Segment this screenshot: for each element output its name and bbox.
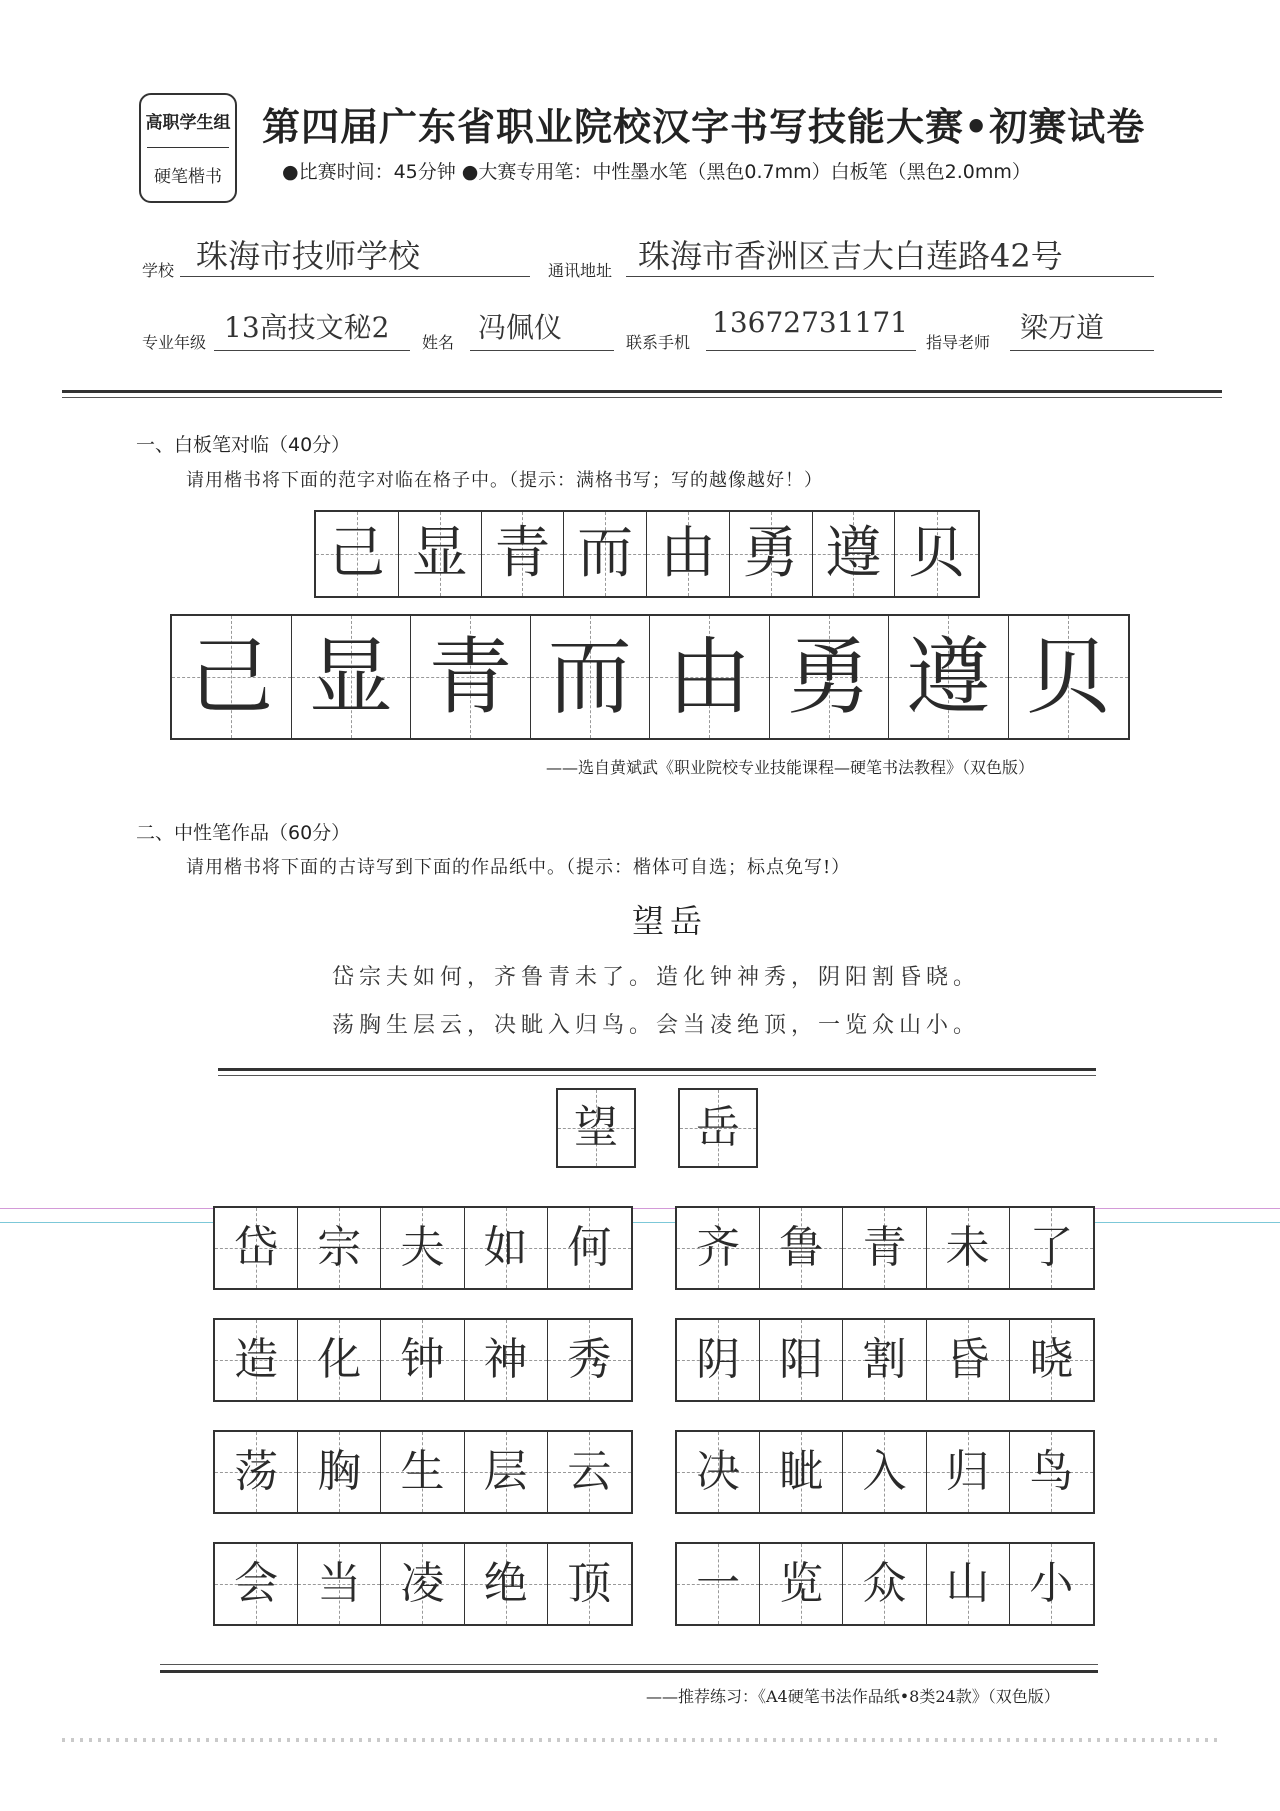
section1-credit: ——选自黄斌武《职业院校专业技能课程—硬笔书法教程》（双色版） — [546, 758, 1035, 777]
model-character-grid — [314, 510, 980, 598]
grid-cell — [843, 1208, 926, 1288]
poem-row-2-right — [675, 1318, 1095, 1402]
grid-cell — [770, 616, 890, 738]
major-label: 专业年级 — [142, 333, 207, 352]
grid-char: 绝 — [483, 1558, 528, 1609]
grid-cell — [813, 512, 896, 596]
grid-char: 显 — [308, 628, 393, 726]
exam-title: 第四届广东省职业院校汉字书写技能大赛•初赛试卷 — [262, 105, 1146, 149]
grid-char: 化 — [317, 1334, 362, 1385]
title-cell — [680, 1090, 756, 1166]
work-paper-top-rule-thin — [218, 1075, 1096, 1076]
grid-cell — [548, 1320, 631, 1400]
grid-cell — [548, 1432, 631, 1512]
section2-heading: 二、中性笔作品（60分） — [136, 822, 351, 844]
grid-cell — [843, 1432, 926, 1512]
grid-char: 贝 — [908, 521, 965, 586]
grid-char: 览 — [779, 1558, 824, 1609]
grid-cell — [843, 1320, 926, 1400]
name-label: 姓名 — [422, 333, 455, 352]
poem-row-2-left — [213, 1318, 633, 1402]
school-label: 学校 — [142, 261, 175, 280]
grid-char: 何 — [567, 1222, 612, 1273]
grid-cell — [292, 616, 412, 738]
grid-cell — [677, 1544, 760, 1624]
name-value: 冯佩仪 — [478, 311, 563, 344]
major-underline — [214, 350, 410, 351]
title-box-1 — [556, 1088, 636, 1168]
grid-cell — [548, 1208, 631, 1288]
footer-note: ——推荐练习：《A4硬笔书法作品纸•8类24款》（双色版） — [646, 1687, 1060, 1706]
grid-cell — [465, 1320, 548, 1400]
poem-title: 望岳 — [632, 902, 709, 940]
grid-char: 青 — [494, 521, 551, 586]
grid-cell — [1010, 1432, 1093, 1512]
grid-char: 一 — [696, 1558, 741, 1609]
grid-cell — [381, 1208, 464, 1288]
teacher-label: 指导老师 — [926, 333, 991, 352]
grid-cell — [298, 1208, 381, 1288]
title-char: 望 — [574, 1102, 618, 1153]
grid-char: 显 — [411, 521, 468, 586]
grid-cell — [215, 1544, 298, 1624]
grid-char: 夫 — [400, 1222, 445, 1273]
grid-cell — [465, 1432, 548, 1512]
work-paper-top-rule — [218, 1068, 1096, 1071]
grid-char: 贝 — [1026, 628, 1111, 726]
grid-cell — [482, 512, 565, 596]
poem-row-3-left — [213, 1430, 633, 1514]
grid-char: 遵 — [825, 521, 882, 586]
grid-cell — [465, 1544, 548, 1624]
poem-row-3-right — [675, 1430, 1095, 1514]
grid-cell — [927, 1208, 1010, 1288]
grid-cell — [465, 1208, 548, 1288]
grid-cell — [927, 1544, 1010, 1624]
grid-char: 云 — [567, 1446, 612, 1497]
grid-cell — [381, 1544, 464, 1624]
grid-char: 勇 — [742, 521, 799, 586]
grid-cell — [381, 1432, 464, 1512]
grid-char: 岱 — [234, 1222, 279, 1273]
grid-cell — [760, 1544, 843, 1624]
phone-label: 联系手机 — [626, 333, 691, 352]
address-label: 通讯地址 — [548, 261, 613, 280]
poem-line-1: 岱宗夫如何，齐鲁青未了。造化钟神秀，阴阳割昏晓。 — [332, 965, 981, 990]
poem-row-4-right — [675, 1542, 1095, 1626]
section1-instruction: 请用楷书将下面的范字对临在格子中。（提示：满格书写；写的越像越好！） — [186, 470, 823, 491]
scan-noise-strip — [62, 1738, 1220, 1742]
grid-cell — [677, 1320, 760, 1400]
grid-char: 了 — [1029, 1222, 1074, 1273]
grid-cell — [927, 1320, 1010, 1400]
grid-cell — [1010, 1208, 1093, 1288]
grid-char: 山 — [945, 1558, 990, 1609]
practice-character-grid — [170, 614, 1130, 740]
grid-cell — [927, 1432, 1010, 1512]
grid-char: 决 — [696, 1446, 741, 1497]
work-paper-bottom-rule — [160, 1670, 1098, 1673]
grid-cell — [889, 616, 1009, 738]
title-cell — [558, 1090, 634, 1166]
grid-char: 荡 — [234, 1446, 279, 1497]
poem-line-2: 荡胸生层云，决眦入归鸟。会当凌绝顶，一览众山小。 — [332, 1013, 981, 1038]
address-value: 珠海市香洲区吉大白莲路42号 — [638, 237, 1063, 275]
grid-cell — [677, 1432, 760, 1512]
grid-cell — [650, 616, 770, 738]
grid-cell — [1010, 1544, 1093, 1624]
poem-row-4-left — [213, 1542, 633, 1626]
grid-char: 而 — [577, 521, 634, 586]
grid-cell — [298, 1544, 381, 1624]
school-underline — [180, 276, 530, 277]
work-paper-bottom-rule-thin — [160, 1664, 1098, 1665]
title-box-2 — [678, 1088, 758, 1168]
grid-char: 而 — [547, 628, 632, 726]
grid-cell — [548, 1544, 631, 1624]
grid-char: 未 — [945, 1222, 990, 1273]
category-badge — [139, 93, 237, 203]
exam-rules: ●比赛时间：45分钟 ●大赛专用笔：中性墨水笔（黑色0.7mm）白板笔（黑色2.0mm） — [282, 161, 1031, 183]
section1-heading: 一、白板笔对临（40分） — [136, 434, 351, 456]
phone-value: 13672731171 — [712, 306, 908, 339]
grid-cell — [215, 1320, 298, 1400]
grid-cell — [215, 1208, 298, 1288]
grid-cell — [316, 512, 399, 596]
grid-char: 青 — [428, 628, 513, 726]
grid-cell — [895, 512, 978, 596]
grid-cell — [843, 1544, 926, 1624]
grid-char: 生 — [400, 1446, 445, 1497]
grid-char: 凌 — [400, 1558, 445, 1609]
grid-char: 鲁 — [779, 1222, 824, 1273]
grid-cell — [172, 616, 292, 738]
badge-group: 高职学生组 — [145, 113, 231, 133]
grid-char: 当 — [317, 1558, 362, 1609]
grid-char: 小 — [1029, 1558, 1074, 1609]
grid-cell — [760, 1208, 843, 1288]
grid-cell — [531, 616, 651, 738]
title-char: 岳 — [696, 1102, 740, 1153]
major-value: 13高技文秘2 — [224, 311, 390, 344]
grid-char: 由 — [667, 628, 752, 726]
grid-char: 齐 — [696, 1222, 741, 1273]
grid-char: 遵 — [906, 628, 991, 726]
header-separator — [62, 390, 1222, 393]
grid-char: 归 — [945, 1446, 990, 1497]
grid-char: 眦 — [779, 1446, 824, 1497]
grid-char: 层 — [483, 1446, 528, 1497]
grid-char: 己 — [328, 521, 385, 586]
grid-cell — [298, 1432, 381, 1512]
grid-cell — [215, 1432, 298, 1512]
grid-cell — [399, 512, 482, 596]
grid-char: 神 — [483, 1334, 528, 1385]
poem-row-1-left — [213, 1206, 633, 1290]
phone-underline — [706, 350, 916, 351]
name-underline — [470, 350, 614, 351]
grid-char: 造 — [234, 1334, 279, 1385]
grid-cell — [381, 1320, 464, 1400]
grid-char: 胸 — [317, 1446, 362, 1497]
grid-char: 昏 — [945, 1334, 990, 1385]
grid-cell — [1010, 1320, 1093, 1400]
grid-cell — [760, 1320, 843, 1400]
grid-char: 由 — [659, 521, 716, 586]
grid-cell — [647, 512, 730, 596]
grid-char: 勇 — [786, 628, 871, 726]
grid-char: 阴 — [696, 1334, 741, 1385]
grid-char: 割 — [862, 1334, 907, 1385]
address-underline — [626, 276, 1154, 277]
grid-char: 众 — [862, 1558, 907, 1609]
teacher-underline — [1010, 350, 1154, 351]
grid-char: 晓 — [1029, 1334, 1074, 1385]
grid-cell — [677, 1208, 760, 1288]
header-separator-thin — [62, 397, 1222, 398]
grid-cell — [760, 1432, 843, 1512]
grid-char: 入 — [862, 1446, 907, 1497]
grid-char: 己 — [189, 628, 274, 726]
grid-char: 顶 — [567, 1558, 612, 1609]
school-value: 珠海市技师学校 — [196, 237, 421, 275]
grid-char: 如 — [483, 1222, 528, 1273]
grid-char: 青 — [862, 1222, 907, 1273]
grid-char: 秀 — [567, 1334, 612, 1385]
badge-style: 硬笔楷书 — [154, 167, 222, 187]
teacher-value: 梁万道 — [1020, 311, 1105, 344]
grid-cell — [564, 512, 647, 596]
grid-char: 阳 — [779, 1334, 824, 1385]
grid-char: 会 — [234, 1558, 279, 1609]
grid-cell — [298, 1320, 381, 1400]
grid-cell — [411, 616, 531, 738]
grid-cell — [1009, 616, 1129, 738]
poem-row-1-right — [675, 1206, 1095, 1290]
section2-instruction: 请用楷书将下面的古诗写到下面的作品纸中。（提示：楷体可自选；标点免写!） — [186, 857, 851, 878]
grid-char: 钟 — [400, 1334, 445, 1385]
grid-char: 鸟 — [1029, 1446, 1074, 1497]
badge-divider — [147, 147, 229, 148]
grid-char: 宗 — [317, 1222, 362, 1273]
grid-cell — [730, 512, 813, 596]
